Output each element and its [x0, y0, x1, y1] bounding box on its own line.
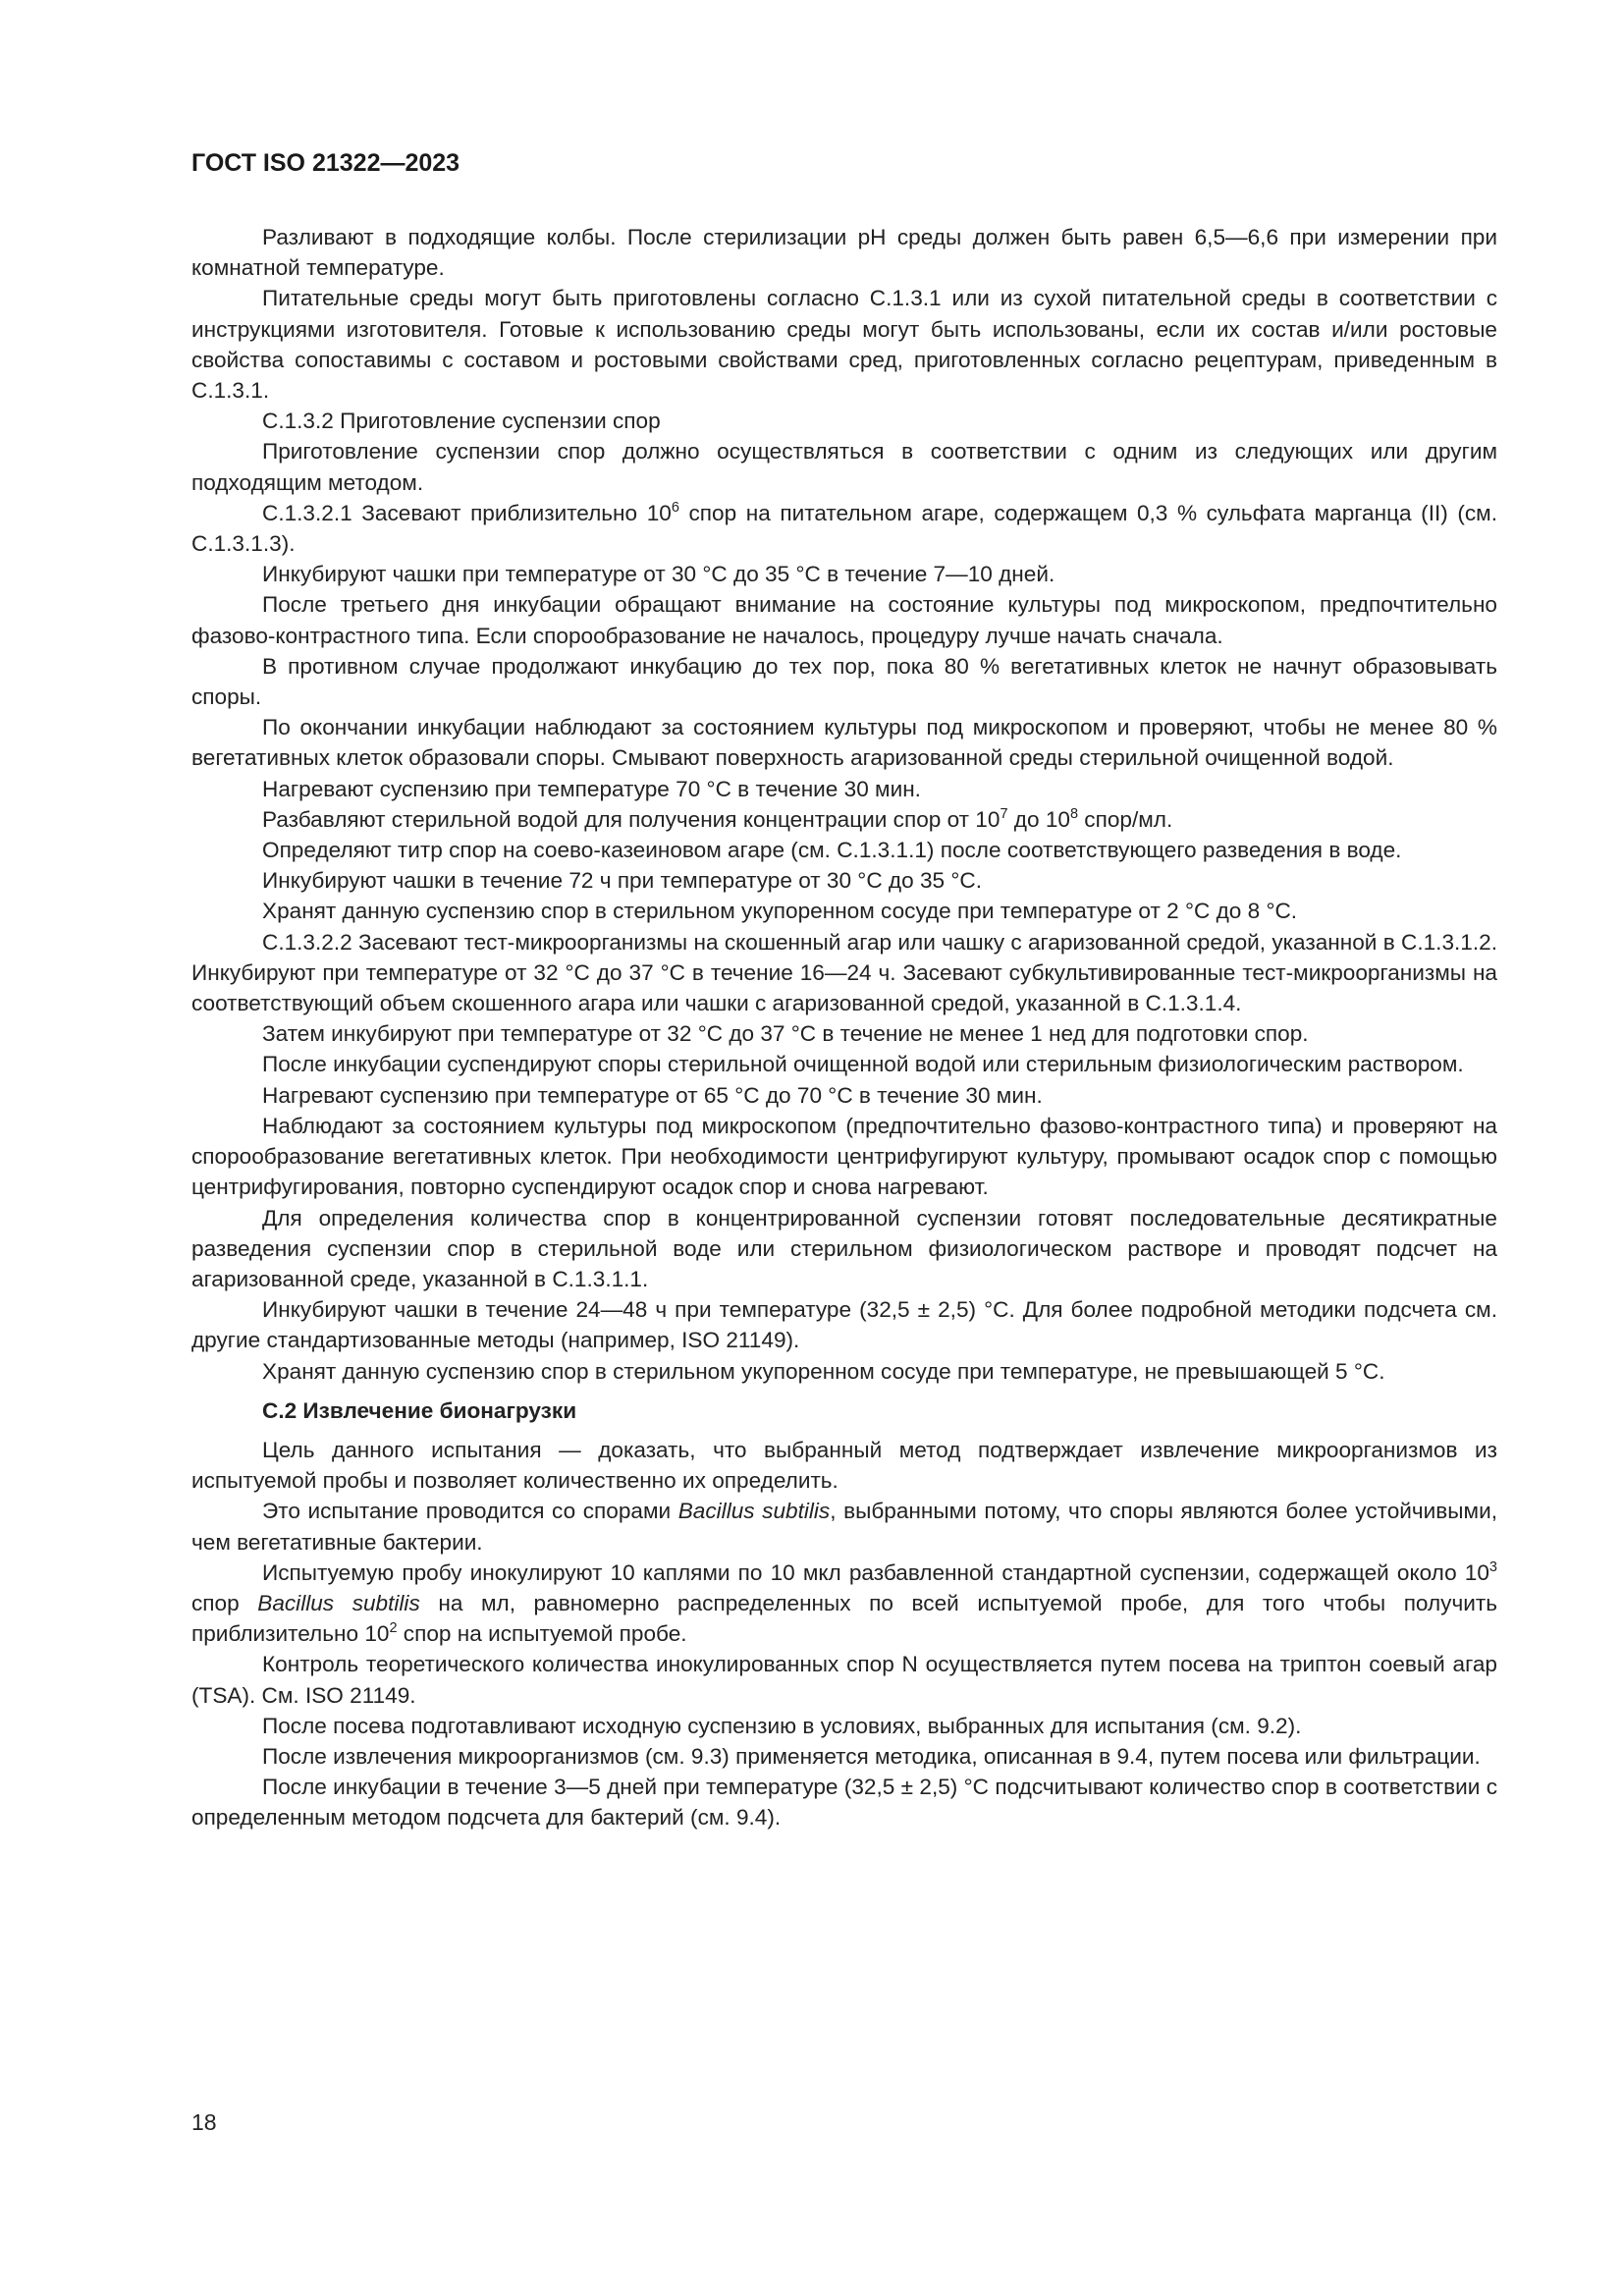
paragraph: Затем инкубируют при температуре от 32 °С до 37 °С в течение не менее 1 нед для подготовки спор. [262, 1021, 1309, 1047]
paragraph: Наблюдают за состоянием культуры под микроскопом (предпочтительно фазово-контрастного типа) и проверяют на спорообразование вегетативных клеток. При необходимости центрифугируют культуру, промывают осадок спор с помощью центрифугирования, повторно суспендируют осадок спор и снова нагревают. [191, 1113, 1497, 1200]
paragraph: Нагревают суспензию при температуре 70 °С в течение 30 мин. [262, 776, 921, 801]
text-run: до 10 [1007, 806, 1070, 832]
superscript-exponent: 6 [671, 499, 679, 516]
paragraph: Нагревают суспензию при температуре от 65 °С до 70 °С в течение 30 мин. [262, 1082, 1043, 1108]
paragraph: Определяют титр спор на соево-казеиновом агаре (см. C.1.3.1.1) после соответствующего разведения в воде. [262, 838, 1402, 863]
section-heading: C.2 Извлечение бионагрузки [262, 1397, 577, 1423]
species-name: Bacillus subtilis [677, 1499, 831, 1524]
text-run: Испытуемую пробу инокулируют 10 каплями по 10 мкл разбавленной стандартной суспензии, содержащей около 10 [262, 1559, 1489, 1585]
paragraph: Цель данного испытания — доказать, что выбранный метод подтверждает извлечение микроорганизмов из испытуемой пробы и позволяет количественно их определить. [191, 1437, 1497, 1494]
paragraph: Для определения количества спор в концентрированной суспензии готовят последовательные десятикратные разведения суспензии спор в стерильной воде или стерильном физиологическом растворе и проводят подсчет на агаризованной среде, указанной в C.1.3.1.1. [191, 1205, 1497, 1291]
text-run: на мл, равномерно распределенных по всей испытуемой пробе, для того чтобы получить приблизительно 10 [191, 1590, 1497, 1647]
paragraph: Приготовление суспензии спор должно осуществляться в соответствии с одним из следующих или другим подходящим методом. [191, 439, 1497, 495]
superscript-exponent: 7 [1000, 805, 1008, 822]
document-header: ГОСТ ISO 21322—2023 [191, 149, 460, 177]
paragraph: Хранят данную суспензию спор в стерильном укупоренном сосуде при температуре от 2 °С до 8 °С. [262, 899, 1298, 924]
paragraph: После инкубации в течение 3—5 дней при температуре (32,5 ± 2,5) °С подсчитывают количество спор в соответствии с определенным методом подсчета для бактерий (см. 9.4). [191, 1775, 1497, 1831]
superscript-exponent: 2 [389, 1620, 398, 1637]
paragraph [191, 498, 1497, 559]
paragraph: После извлечения микроорганизмов (см. 9.3) применяется методика, описанная в 9.4, путем посева или фильтрации. [262, 1743, 1481, 1769]
paragraph: Инкубируют чашки в течение 24—48 ч при температуре (32,5 ± 2,5) °С. Для более подробной методики подсчета см. другие стандартизованные методы (например, ISO 21149). [191, 1297, 1497, 1353]
text-run: C.1.3.2.1 Засевают приблизительно 10 [262, 500, 672, 525]
paragraph [191, 1558, 1497, 1650]
text-run: , выбранными потому, что споры являются более устойчивыми, чем вегетативные бактерии. [191, 1499, 1497, 1555]
paragraph: Инкубируют чашки в течение 72 ч при температуре от 30 °С до 35 °С. [262, 868, 982, 894]
text-run: спор [191, 1590, 258, 1615]
species-name: Bacillus subtilis [257, 1590, 420, 1615]
text-run: Разбавляют стерильной водой для получения концентрации спор от 10 [262, 806, 1001, 832]
paragraph: C.1.3.2 Приготовление суспензии спор [262, 409, 661, 434]
paragraph: После третьего дня инкубации обращают внимание на состояние культуры под микроскопом, предпочтительно фазово-контрастного типа. Если спорообразование не началось, процедуру лучше начать сначала. [191, 592, 1497, 648]
paragraph: C.1.3.2.2 Засевают тест-микроорганизмы на скошенный агар или чашку с агаризованной средой, указанной в C.1.3.1.2. Инкубируют при температуре от 32 °С до 37 °С в течение 16—24 ч. Засевают субкультивированные тест-микроорганизмы на соответствующий объем скошенного агара или чашки с агаризованной средой, указанной в C.1.3.1.4. [191, 929, 1497, 1016]
paragraph [191, 1496, 1497, 1557]
text-run: спор на питательном агаре, содержащем 0,3 % сульфата марганца (II) (см. C.1.3.1.3). [191, 500, 1497, 557]
paragraph: Контроль теоретического количества инокулированных спор N осуществляется путем посева на триптон соевый агар (TSA). См. ISO 21149. [191, 1652, 1497, 1708]
document-body [191, 222, 1497, 1833]
superscript-exponent: 8 [1069, 805, 1079, 822]
paragraph: Инкубируют чашки при температуре от 30 °С до 35 °С в течение 7—10 дней. [262, 562, 1055, 587]
superscript-exponent: 3 [1488, 1558, 1497, 1575]
paragraph: Питательные среды могут быть приготовлены согласно C.1.3.1 или из сухой питательной среды в соответствии с инструкциями изготовителя. Готовые к использованию среды могут быть использованы, если их состав и/или ростовые свойства сопоставимы с составом и ростовыми свойствами сред, приготовленных согласно рецептурам, приведенным в C.1.3.1. [191, 286, 1497, 404]
paragraph: Разливают в подходящие колбы. После стерилизации pH среды должен быть равен 6,5—6,6 при измерении при комнатной температуре. [191, 225, 1497, 281]
page-number: 18 [191, 2109, 217, 2135]
paragraph: Хранят данную суспензию спор в стерильном укупоренном сосуде при температуре, не превышающей 5 °С. [262, 1358, 1385, 1384]
text-run: спор на испытуемой пробе. [397, 1621, 687, 1647]
paragraph: В противном случае продолжают инкубацию до тех пор, пока 80 % вегетативных клеток не начнут образовывать споры. [191, 653, 1497, 710]
paragraph: По окончании инкубации наблюдают за состоянием культуры под микроскопом и проверяют, чтобы не менее 80 % вегетативных клеток образовали споры. Смывают поверхность агаризованной среды стерильной очищенной водой. [191, 715, 1497, 771]
paragraph [191, 804, 1497, 835]
text-run: Это испытание проводится со спорами [262, 1499, 678, 1524]
paragraph: После инкубации суспендируют споры стерильной очищенной водой или стерильным физиологическим раствором. [262, 1052, 1464, 1077]
text-run: спор/мл. [1078, 806, 1173, 832]
paragraph: После посева подготавливают исходную суспензию в условиях, выбранных для испытания (см. 9.2). [262, 1713, 1302, 1738]
